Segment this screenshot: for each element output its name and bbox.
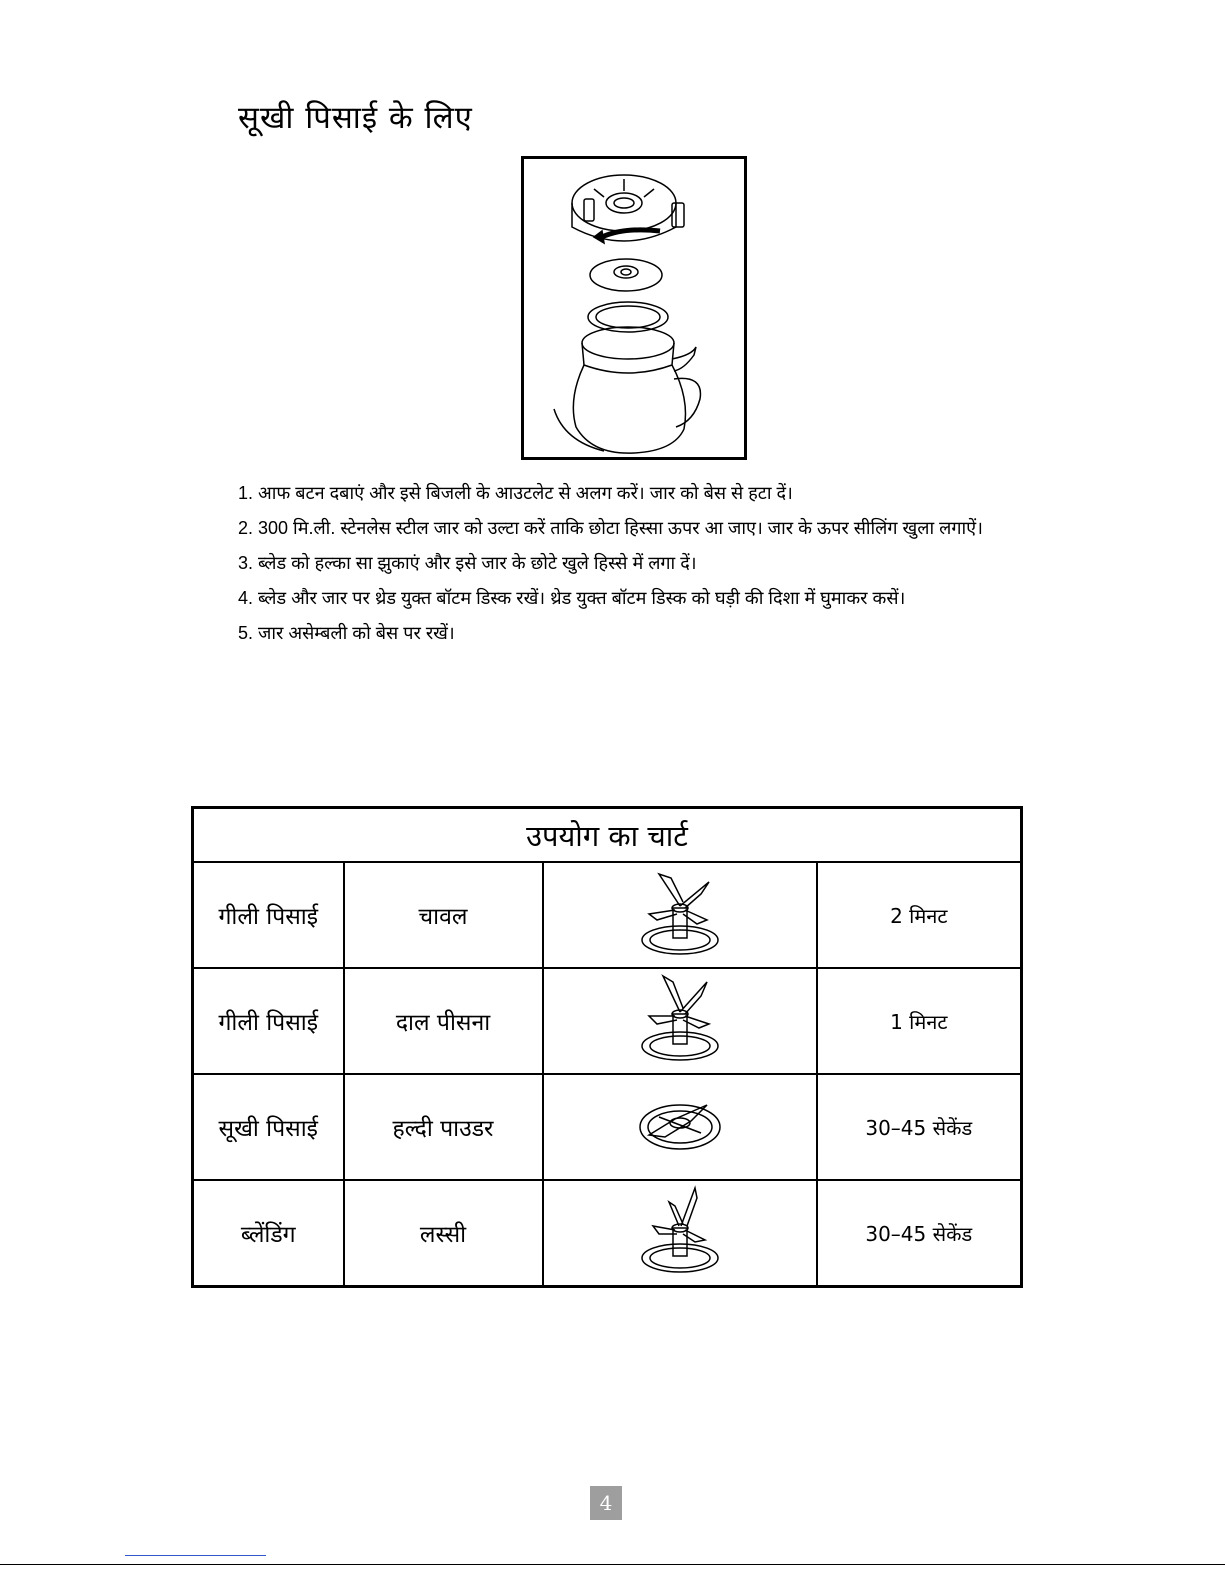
table-row [193,1180,1022,1287]
item-cell: चावल [344,862,543,968]
table-row [193,862,1022,968]
mode-cell: गीली पिसाई [193,968,344,1074]
instruction-list [238,478,998,653]
bottom-divider [0,1564,1225,1565]
duration-cell: 30–45 सेकेंड [817,1074,1022,1180]
wet-grinding-blade-icon [543,968,817,1074]
footer-link-underline [125,1555,266,1556]
duration-cell: 30–45 सेकेंड [817,1180,1022,1287]
page-number: 4 [590,1486,622,1520]
table-row [193,1074,1022,1180]
blending-blade-icon [543,1180,817,1287]
duration-cell: 1 मिनट [817,968,1022,1074]
table-row [193,968,1022,1074]
mode-cell: ब्लेंडिंग [193,1180,344,1287]
wet-grinding-blade-icon [543,862,817,968]
page-heading: सूखी पिसाई के लिए [238,100,473,136]
item-cell: दाल पीसना [344,968,543,1074]
item-cell: हल्दी पाउडर [344,1074,543,1180]
dry-grinding-blade-icon [543,1074,817,1180]
mode-cell: सूखी पिसाई [193,1074,344,1180]
usage-chart-table [191,806,1023,1288]
chart-title: उपयोग का चार्ट [193,808,1022,863]
item-cell: लस्सी [344,1180,543,1287]
mode-cell: गीली पिसाई [193,862,344,968]
instruction-step: 2. 300 मि.ली. स्टेनलेस स्टील जार को उल्टा करें ताकि छोटा हिस्सा ऊपर आ जाए। जार के ऊपर सीलिंग खुला लगाऐं। [238,518,983,538]
instruction-step: 4. ब्लेड और जार पर थ्रेड युक्त बॉटम डिस्क रखें। थ्रेड युक्त बॉटम डिस्क को घड़ी की दिशा में घुमाकर कसें। [238,588,906,608]
instruction-step: 5. जार असेम्बली को बेस पर रखें। [238,623,455,643]
instruction-step: 1. आफ बटन दबाएं और इसे बिजली के आउटलेट से अलग करें। जार को बेस से हटा दें। [238,483,793,503]
instruction-step: 3. ब्लेड को हल्का सा झुकाएं और इसे जार के छोटे खुले हिस्से में लगा दें। [238,553,697,573]
duration-cell: 2 मिनट [817,862,1022,968]
dry-grinding-jar-assembly-illustration [521,156,747,460]
